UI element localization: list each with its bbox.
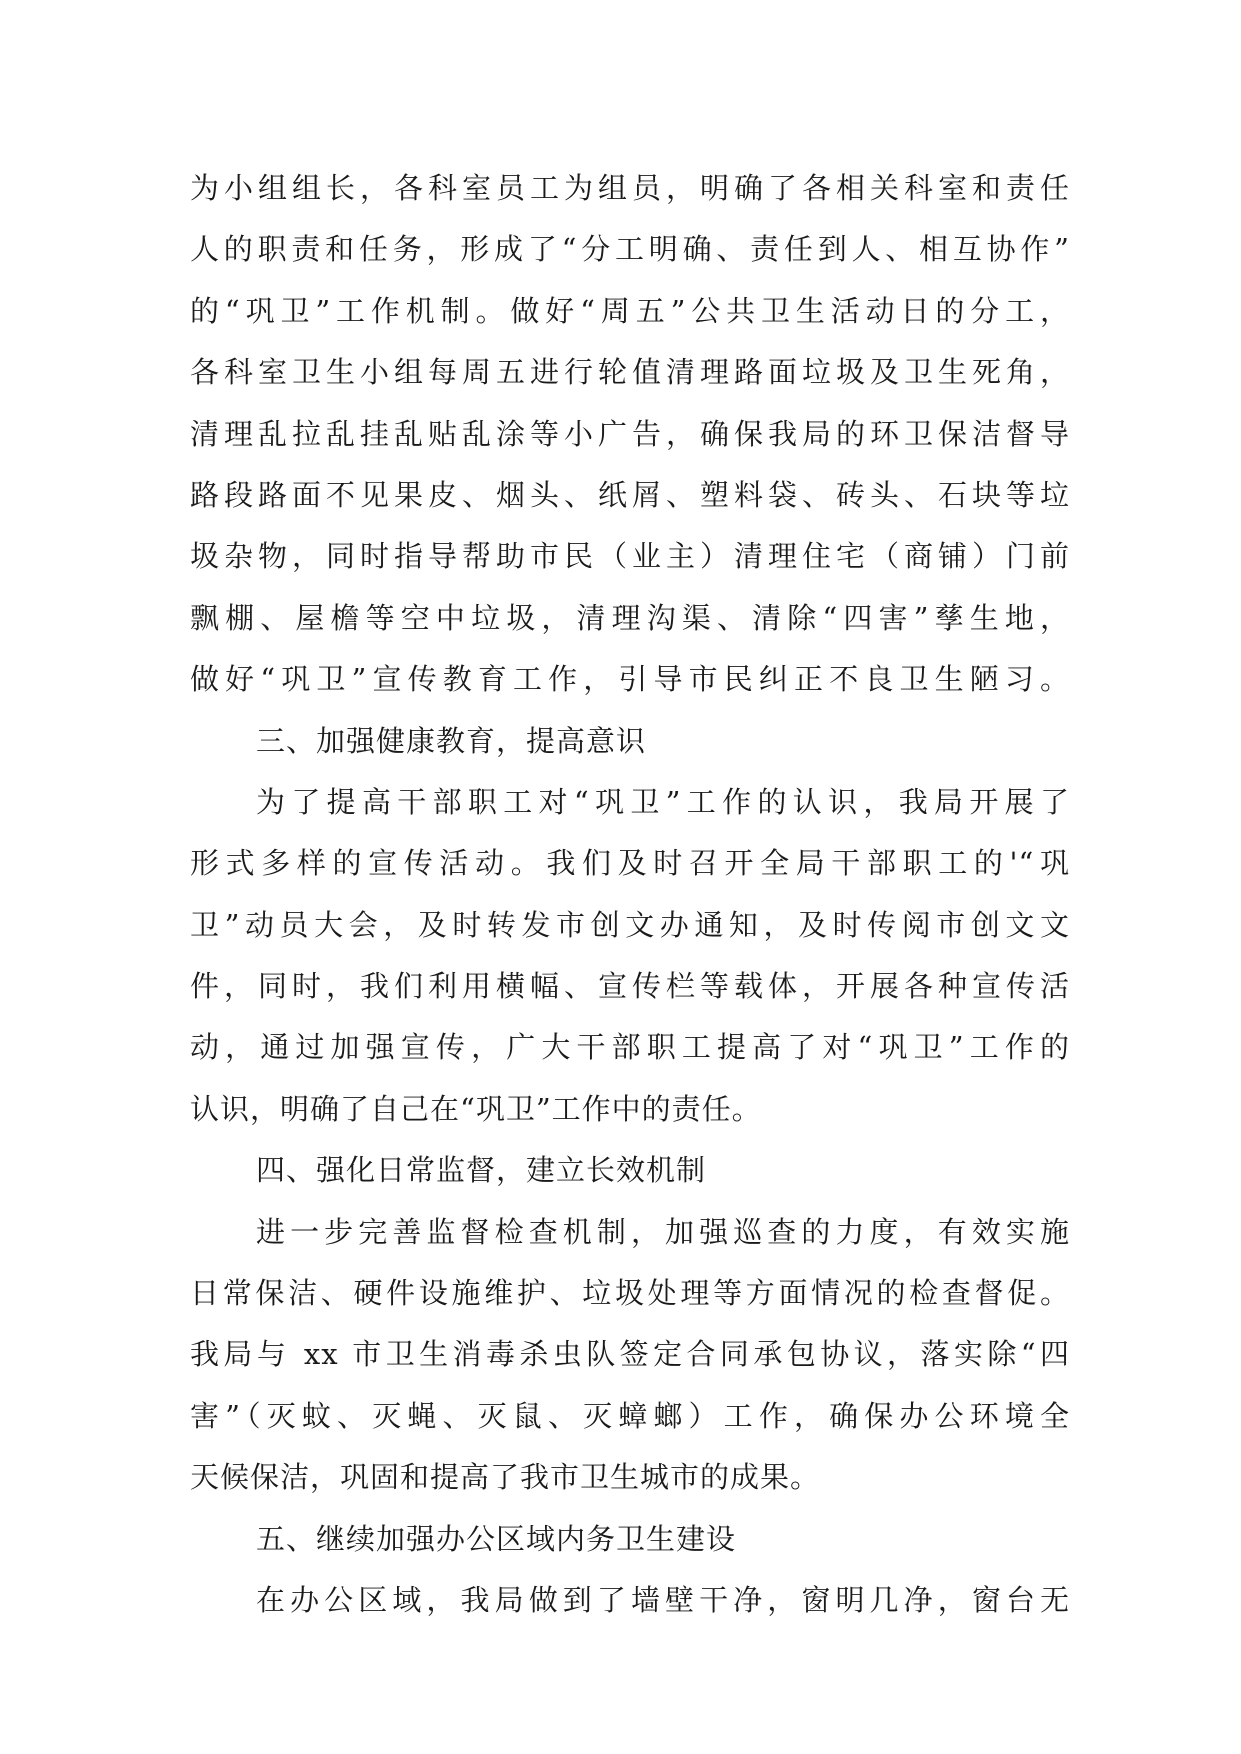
text-line: 飘棚、屋檐等空中垃圾，清理沟渠、清除“四害”孳生地， xyxy=(190,600,1070,635)
text-line: 我局与 xx 市卫生消毒杀虫队签定合同承包协议，落实除“四 xyxy=(190,1337,1070,1372)
text-line: 在办公区域，我局做到了墙壁干净，窗明几净，窗台无 xyxy=(256,1582,1070,1617)
text-line: 各科室卫生小组每周五进行轮值清理路面垃圾及卫生死角， xyxy=(190,355,1070,390)
text-line: 做好“巩卫”宣传教育工作，引导市民纠正不良卫生陋习。 xyxy=(190,662,1070,697)
text-line: 清理乱拉乱挂乱贴乱涂等小广告，确保我局的环卫保洁督导 xyxy=(190,416,1070,451)
text-line: 路段路面不见果皮、烟头、纸屑、塑料袋、砖头、石块等垃 xyxy=(190,477,1070,512)
text-line: 认识，明确了自己在“巩卫”工作中的责任。 xyxy=(190,1091,762,1126)
text-line: 圾杂物，同时指导帮助市民（业主）清理住宅（商铺）门前 xyxy=(190,539,1070,574)
text-line: 形式多样的宣传活动。我们及时召开全局干部职工的'“巩 xyxy=(190,846,1070,881)
text-line: 动，通过加强宣传，广大干部职工提高了对“巩卫”工作的 xyxy=(190,1030,1070,1065)
text-line: 害”（灭蚊、灭蝇、灭鼠、灭蟑螂）工作，确保办公环境全 xyxy=(190,1398,1070,1433)
text-line: 件，同时，我们利用横幅、宣传栏等载体，开展各种宣传活 xyxy=(190,969,1070,1004)
text-line: 三、加强健康教育，提高意识 xyxy=(256,723,647,758)
text-line: 人的职责和任务，形成了“分工明确、责任到人、相互协作” xyxy=(190,232,1070,267)
text-line: 为小组组长，各科室员工为组员，明确了各相关科室和责任 xyxy=(190,171,1070,205)
text-line: 的“巩卫”工作机制。做好“周五”公共卫生活动日的分工， xyxy=(190,293,1070,328)
text-line: 四、强化日常监督，建立长效机制 xyxy=(256,1153,707,1188)
text-line: 五、继续加强办公区域内务卫生建设 xyxy=(256,1521,737,1556)
text-line: 为了提高干部职工对“巩卫”工作的认识，我局开展了 xyxy=(256,784,1070,819)
text-line: 进一步完善监督检查机制，加强巡查的力度，有效实施 xyxy=(256,1214,1070,1249)
text-line: 卫”动员大会，及时转发市创文办通知，及时传阅市创文文 xyxy=(190,907,1070,942)
text-line: 日常保洁、硬件设施维护、垃圾处理等方面情况的检查督促。 xyxy=(190,1276,1070,1311)
text-line: 天候保洁，巩固和提高了我市卫生城市的成果。 xyxy=(190,1460,821,1495)
document-body xyxy=(190,158,1070,1631)
